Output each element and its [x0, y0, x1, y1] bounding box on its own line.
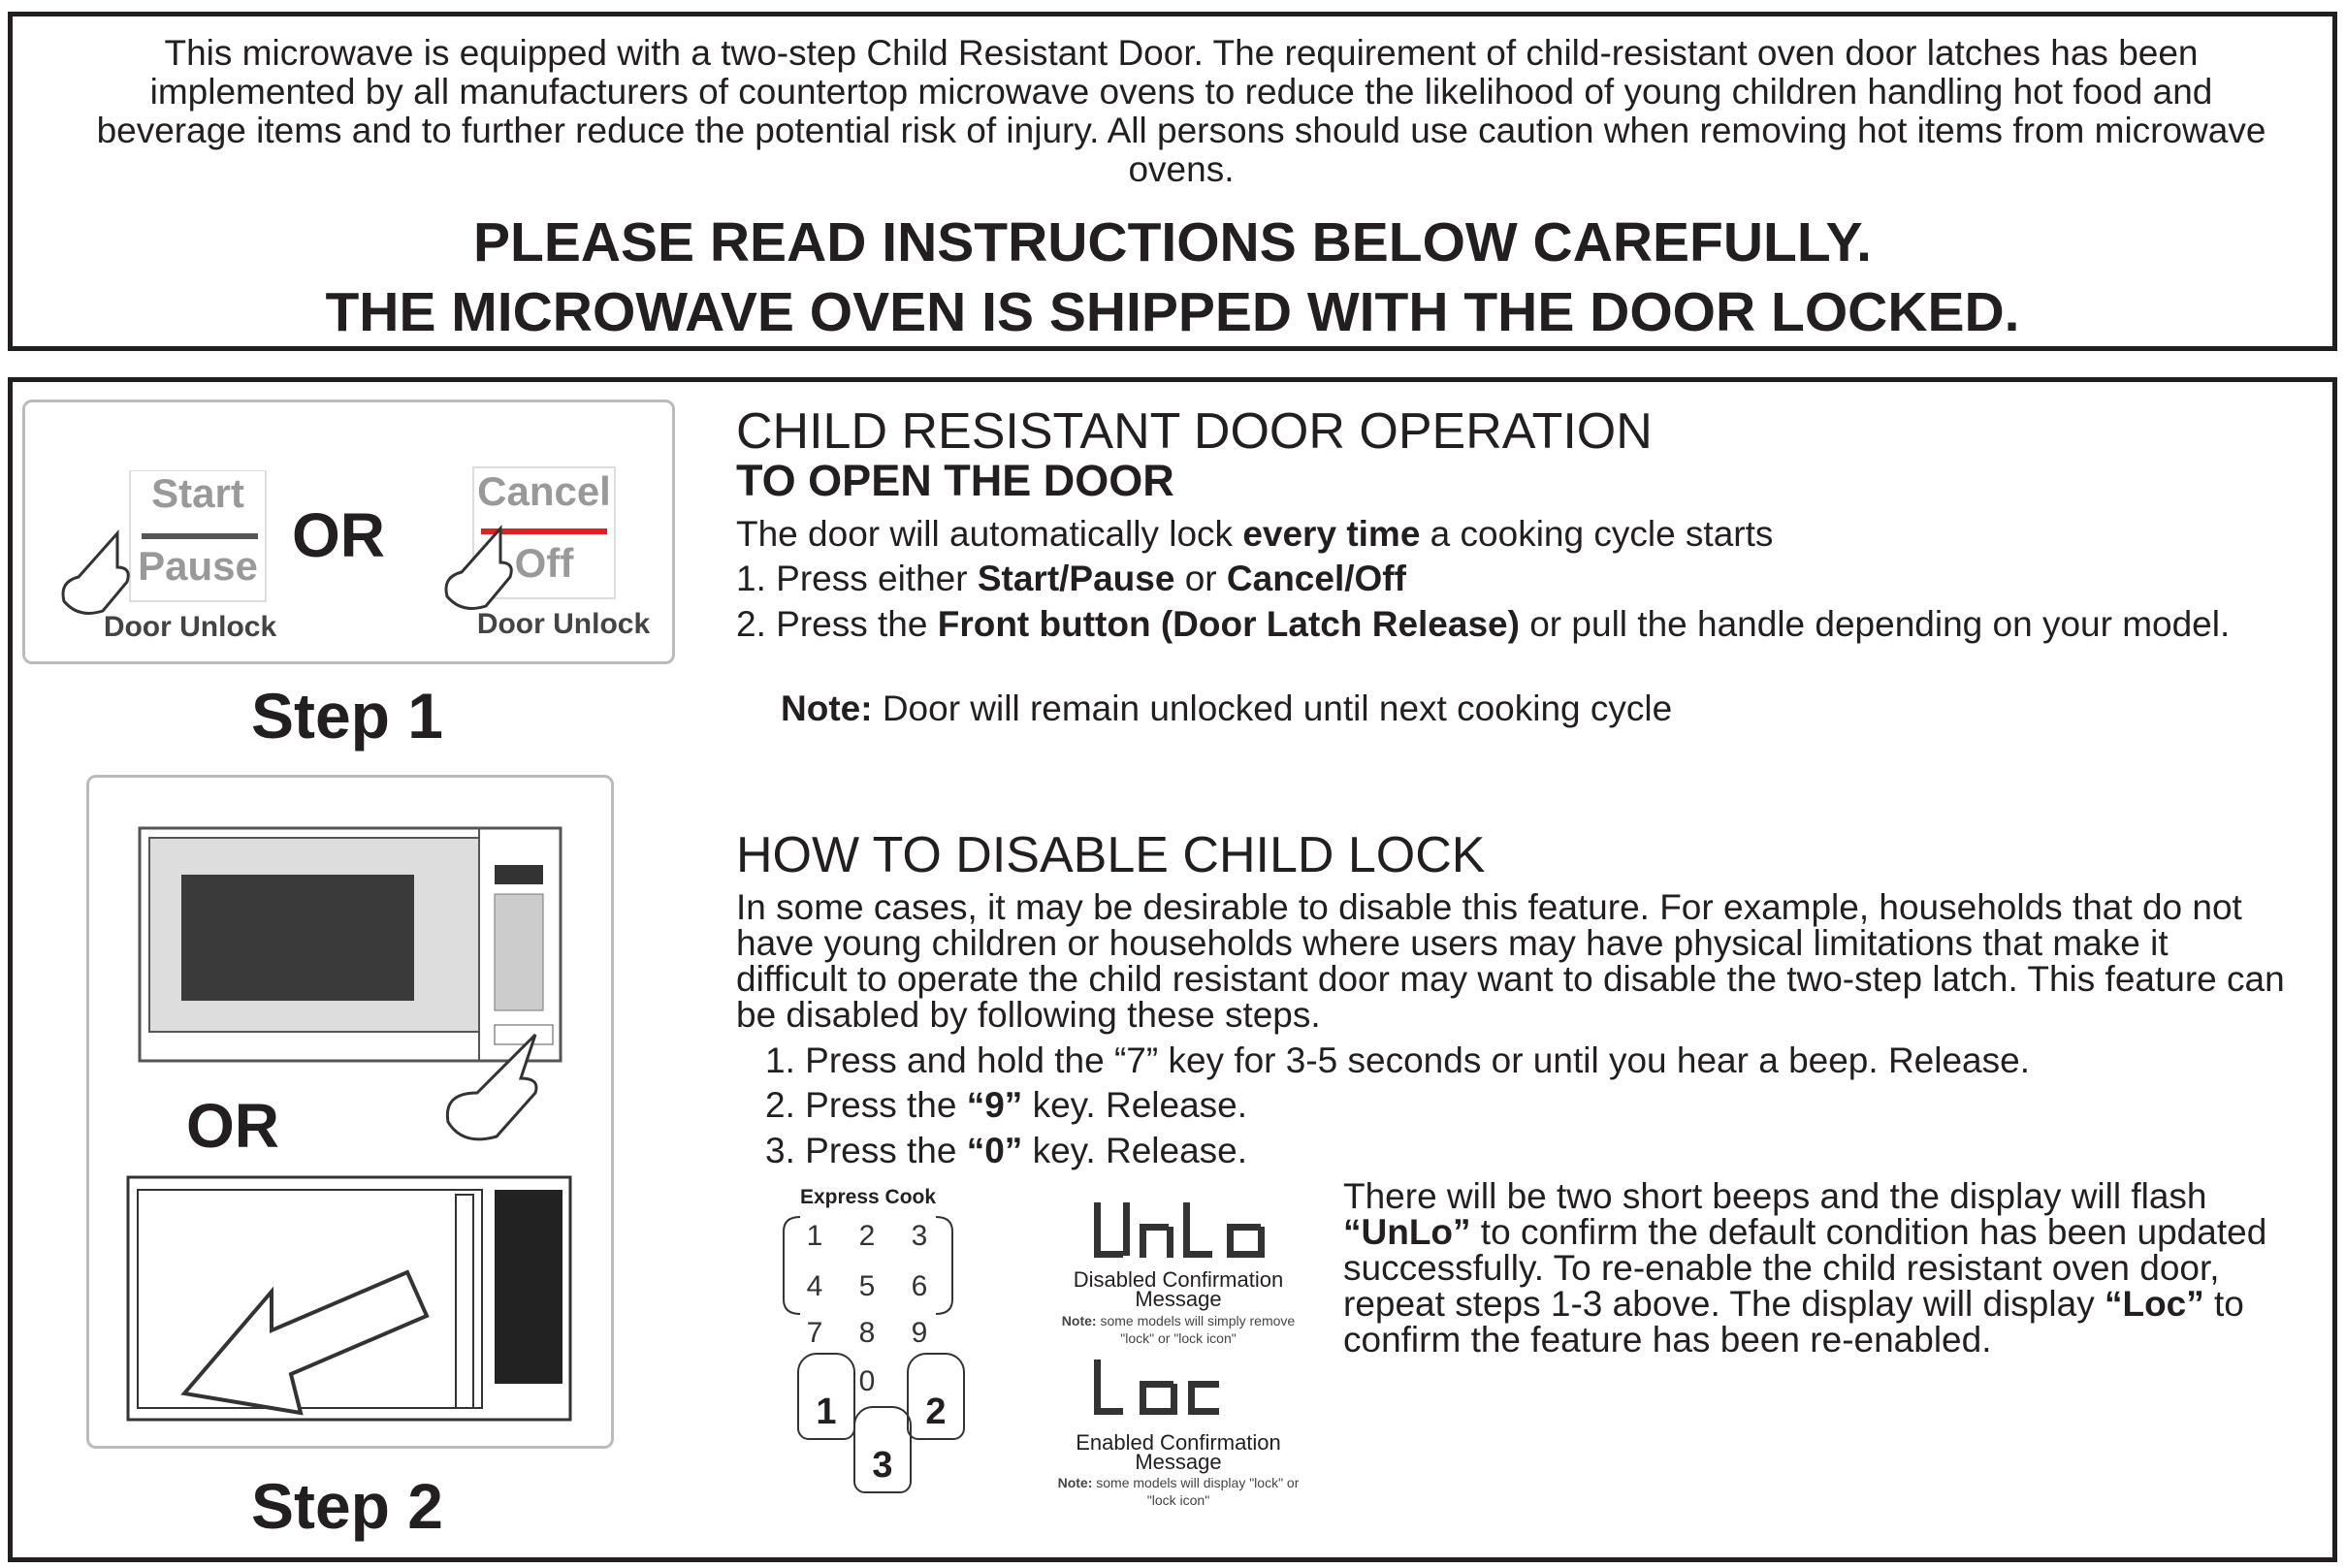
warning-line-1: PLEASE READ INSTRUCTIONS BELOW CAREFULLY.: [473, 211, 1872, 273]
or-label: OR: [292, 500, 385, 570]
step2-panel: [86, 775, 614, 1449]
operation-line-1: The door will automatically lock every time a cooking cycle starts: [736, 514, 1774, 554]
loc-note: Note: some models will display "lock" or "lock icon": [1057, 1475, 1300, 1508]
disable-step-3: 3. Press the “0” key. Release.: [765, 1131, 1247, 1170]
warning-line-2: THE MICROWAVE OVEN IS SHIPPED WITH THE DOOR LOCKED.: [325, 281, 2020, 343]
operation-step-1: 1. Press either Start/Pause or Cancel/Off: [736, 559, 1406, 598]
disable-step-1: 1. Press and hold the “7” key for 3-5 seconds or until you hear a beep. Release.: [765, 1040, 2030, 1080]
pause-label: Pause: [138, 543, 258, 589]
loc-caption: Enabled Confirmation Message: [1076, 1430, 1281, 1474]
key-4: 4: [806, 1270, 823, 1302]
pointing-hand-icon: [433, 519, 520, 616]
disable-title: HOW TO DISABLE CHILD LOCK: [736, 827, 1486, 883]
door-unlock-caption: Door Unlock: [103, 611, 277, 643]
operation-note: Note: Door will remain unlocked until next cooking cycle: [781, 688, 1673, 728]
key-3: 3: [911, 1220, 928, 1252]
key-6: 6: [911, 1270, 928, 1302]
or-label: OR: [186, 1091, 279, 1161]
disable-step-2: 2. Press the “9” key. Release.: [765, 1085, 1247, 1125]
key-5: 5: [858, 1270, 876, 1302]
intro-text: This microwave is equipped with a two-step Child Resistant Door. The requirement of child-resistant oven door latches has been implemented by all manufacturers of countertop microwave ovens to reduce the likelihood of young children handling hot food and beverage items and to further reduce the potential risk of injury. All persons should use caution when removing hot items from microwave ovens.: [96, 33, 2266, 189]
loc-display-glyph: [1091, 1360, 1227, 1418]
key-1: 1: [806, 1220, 823, 1252]
hand-press-3: 3: [853, 1406, 912, 1493]
key-2: 2: [858, 1220, 876, 1252]
hand-press-1: 1: [797, 1353, 855, 1440]
confirmation-paragraph: There will be two short beeps and the display will flash “UnLo” to confirm the default condition has been updated successfully. To re-enable the child resistant oven door, repeat steps 1-3 above. The display will display “Loc” to confirm the feature has been re-enabled.: [1343, 1176, 2267, 1360]
over-range-microwave-illustration: [126, 1175, 572, 1427]
off-label: Off: [514, 540, 574, 586]
pointing-hand-icon: [49, 524, 137, 621]
door-unlock-caption: Door Unlock: [476, 608, 651, 640]
open-door-subtitle: TO OPEN THE DOOR: [736, 456, 1174, 505]
warning-box: [8, 12, 2337, 351]
cancel-label: Cancel: [477, 468, 611, 514]
step2-label: Step 2: [250, 1470, 444, 1542]
unlo-display-glyph: [1091, 1202, 1275, 1261]
key-8: 8: [858, 1317, 876, 1349]
key-9: 9: [911, 1317, 928, 1349]
hand-press-2: 2: [907, 1353, 965, 1440]
operation-title: CHILD RESISTANT DOOR OPERATION: [736, 403, 1653, 460]
key-7: 7: [806, 1317, 823, 1349]
pointing-hand-icon: [419, 1025, 545, 1151]
start-label: Start: [151, 470, 244, 516]
unlo-note: Note: some models will simply remove "lock" or "lock icon": [1061, 1313, 1296, 1346]
keypad-title: Express Cook: [799, 1186, 937, 1208]
operation-step-2: 2. Press the Front button (Door Latch Release) or pull the handle depending on your model.: [736, 604, 2231, 644]
key-0: 0: [858, 1365, 876, 1397]
unlo-caption: Disabled Confirmation Message: [1073, 1267, 1284, 1311]
disable-paragraph: In some cases, it may be desirable to disable this feature. For example, households that do not have young children or households where users may have physical limitations that make it difficult to operate the child resistant door may want to disable the two-step latch. This feature can be disabled by following these steps.: [736, 887, 2285, 1035]
step1-panel: [22, 400, 675, 664]
step1-label: Step 1: [250, 680, 444, 752]
